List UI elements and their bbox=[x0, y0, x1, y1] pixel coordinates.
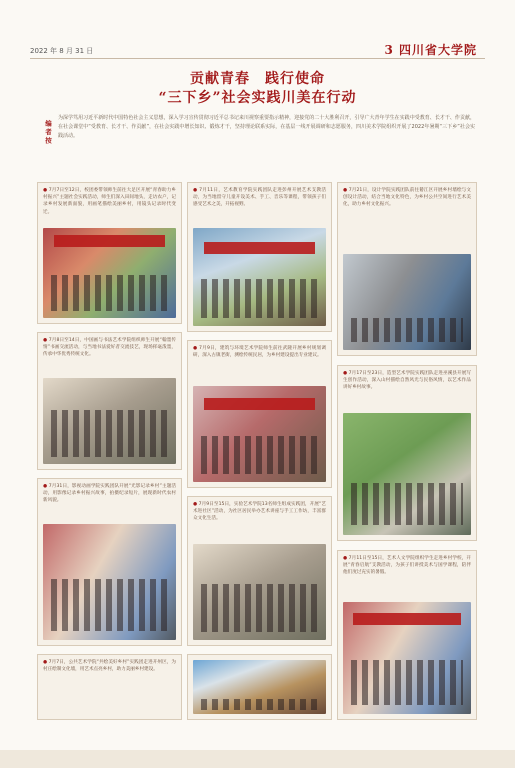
news-photo bbox=[43, 228, 176, 318]
bullet-dot-icon: ● bbox=[43, 484, 49, 489]
news-card-text: ● 7月21日，设计学院实践团队前往綦江区开展乡村墙绘与文创设计活动，结合当地文化特色，为乡村公共空间进行艺术美化，助力乡村文化振兴。 bbox=[343, 188, 471, 208]
photo-banner bbox=[204, 398, 316, 410]
photo-banner bbox=[54, 235, 166, 247]
bullet-dot-icon: ● bbox=[343, 371, 349, 376]
editor-note-label: 编者按 bbox=[44, 120, 52, 146]
header-rule bbox=[30, 58, 485, 59]
photo-people bbox=[201, 436, 318, 474]
photo-people bbox=[51, 579, 168, 631]
news-photo bbox=[343, 254, 471, 350]
editor-note bbox=[40, 114, 475, 166]
news-card bbox=[37, 182, 182, 324]
news-card-text: ● 7月9日，建筑与环境艺术学院师生前往武隆开展乡村规划调研，深入古镇老街，测绘传统民居，为乡村建设提出专业建议。 bbox=[193, 346, 327, 359]
photo-people bbox=[201, 279, 318, 318]
news-card bbox=[187, 182, 332, 332]
masthead-logo: 3 四川省大学院 bbox=[384, 43, 477, 57]
editor-note-text: 为深学笃用习近平新时代中国特色社会主义思想，深入学习宣传贯彻习近平总书记来川视察重要指示精神，迎接党的二十大胜利召开，引导广大青年学生在实践中受教育、长才干、作贡献，在社会课堂中“受教育、长才干、作贡献”，在社会实践中增长知识、锻炼才干，坚持理论联系实际，在基层一线开展调研和志愿服务，四川美术学院组织开展了2022年暑期“三下乡”社会实践活动。 bbox=[58, 115, 475, 139]
headline-sub: “三下乡”社会实践川美在行动 bbox=[158, 90, 357, 106]
news-card bbox=[187, 340, 332, 488]
news-card bbox=[37, 654, 182, 720]
news-card bbox=[37, 332, 182, 470]
news-card bbox=[337, 365, 477, 541]
news-photo bbox=[193, 544, 326, 640]
photo-people bbox=[351, 660, 464, 705]
news-card-text: ● 7月7日至12日，校团委带领师生前往大足区开展“青春助力乡村振兴”主题社会实践活动，师生们深入田间地头，走访农户，记录乡村发展新面貌，用画笔描绘美丽乡村，用镜头记录时代变迁。 bbox=[43, 188, 177, 215]
bullet-dot-icon: ● bbox=[43, 660, 49, 665]
news-card bbox=[337, 550, 477, 720]
news-card-text: ● 7月7日，公共艺术学院“共绘美好乡村”实践团走进开州区，为村庄绘制文化墙，用艺术点亮乡村，助力美丽乡村建设。 bbox=[43, 660, 177, 673]
news-card bbox=[187, 654, 332, 720]
news-card bbox=[37, 478, 182, 646]
bullet-dot-icon: ● bbox=[193, 188, 200, 193]
photo-people bbox=[51, 410, 168, 457]
photo-people bbox=[51, 275, 168, 311]
news-photo bbox=[43, 378, 176, 464]
page-footer bbox=[0, 750, 515, 768]
photo-banner bbox=[353, 613, 461, 625]
bullet-dot-icon: ● bbox=[43, 188, 49, 193]
photo-people bbox=[201, 699, 318, 710]
news-card bbox=[337, 182, 477, 356]
bullet-dot-icon: ● bbox=[43, 338, 49, 343]
news-card-text: ● 7月17日至23日，造型艺术学院实践团队走进巫溪县开展写生创作活动，深入山村描绘自然风光与民俗风情，以艺术作品讲好乡村故事。 bbox=[343, 371, 471, 391]
bullet-dot-icon: ● bbox=[193, 346, 199, 351]
issue-date: 2022 年 8 月 31 日 bbox=[30, 47, 94, 55]
news-photo bbox=[343, 413, 471, 535]
news-card-text: ● 7月31日，影视动画学院实践团队开展“光影记录乡村”主题活动，用影像记录乡村振兴故事，拍摄纪录短片，展现新时代农村新风貌。 bbox=[43, 484, 177, 504]
headline-main: 贡献青春 践行使命 bbox=[190, 71, 325, 87]
news-card-text: ● 7月8日至14日，中国画与书法艺术学院组织师生开展“翰墨传情”书画交流活动，与当地书法爱好者交流技艺，现场挥毫泼墨，传承中华优秀传统文化。 bbox=[43, 338, 177, 358]
news-photo bbox=[343, 602, 471, 714]
photo-banner bbox=[204, 242, 316, 254]
news-card-text: ● 7月11日至15日，艺术人文学院组织学生走进乡村学校，开展“青春启航”支教活动，为孩子们讲授美术与国学课程，陪伴他们度过充实的暑假。 bbox=[343, 556, 471, 576]
news-card bbox=[187, 496, 332, 646]
photo-people bbox=[201, 584, 318, 632]
news-photo bbox=[43, 524, 176, 640]
photo-people bbox=[351, 318, 464, 342]
bullet-dot-icon: ● bbox=[343, 556, 349, 561]
bullet-dot-icon: ● bbox=[193, 502, 199, 507]
news-card-text: ● 7月9日至15日，实验艺术学院13名师生组成实践团，开展“艺术进社区”活动，为社区居民举办艺术讲座与手工工作坊，丰富群众文化生活。 bbox=[193, 502, 327, 522]
news-card-text: ● 7月11日，艺术教育学院实践团队走进彭州开展艺术支教活动，为当地留守儿童开设美术、手工、音乐等课程，带领孩子们感受艺术之美，开拓视野。 bbox=[193, 188, 327, 208]
bullet-dot-icon: ● bbox=[343, 188, 349, 193]
news-photo bbox=[193, 228, 326, 326]
news-photo bbox=[193, 660, 326, 714]
photo-people bbox=[351, 483, 464, 526]
news-photo bbox=[193, 386, 326, 482]
